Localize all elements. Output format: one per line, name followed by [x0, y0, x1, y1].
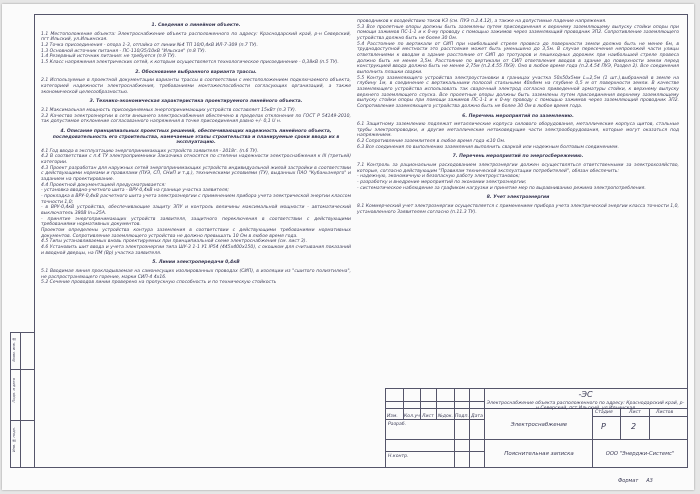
- paragraph: Проектом определены устройства контура заземления в соответствии с действующими требованиями нормативных документов. Сопротивление заземляющего устройства не должно превышать 10 Ом в любое время года.: [41, 228, 351, 239]
- paragraph: - принятие энергопринимающих устройств заявителя, защитного переключения в соответствии с действующими требованиями нормативных документов.: [41, 216, 351, 228]
- left-text-column: [41, 19, 351, 286]
- paragraph: 3.2 Качество электроэнергии в сети внешнего электроснабжения обеспечено в пределах отклонения по ГОСТ Р 54149-2010, так допустимое отклонение согласованного напряжения в точке присоединения равно +/- 0,1 U н.: [41, 113, 351, 125]
- paragraph: 2.1 Используемые в проектной документации варианты трассы в соответствии с местоположением подключаемого объекта, категорией надежности электроснабжения, требованиями монтажеспособности согласующих организаций, а также экономической целесообразностью.: [41, 78, 351, 95]
- role-developer: Разраб.: [388, 422, 407, 427]
- paragraph: 5.4 Расстояние по вертикали от СИП при наибольшей стреле провеса до поверхности земли должно быть не менее 6м, в труднодоступной местности это расстояние может быть уменьшено до 3,5м. В случае пересечения непроезжей части улицы ответвлениями к вводам в здание расстояние от СИП до тротуаров и пешеходных дорожек при наибольшей стреле провеса должно быть не менее 3,5м. Расстояние по вертикали от СИП ответвления вводов в здание до поверхности земли перед конструкцией ввода должно быть не менее 2,75м (п.2.4.55 ПУЭ). Оно в любое время года (п.2.4.54 ПУЭ, Раздел 2). Все соединения выполнить плашки сварки.: [357, 41, 679, 75]
- paragraph: - прокладка в ВРУ-0,4кВ расчетного шита учета электроэнергии с применением прибора учета электрической энергии классом точности 1,0;: [41, 194, 351, 205]
- paragraph: - в ВРУ-0,4кВ устройства, обеспечивающие защиту ЗПУ и контроль величины максимальной мощности - автоматический выключатель 380В In=25А.: [41, 205, 351, 217]
- paragraph: 4.2 В соответствии с п.4 ТУ электроприемники Заказчика относятся по степени надежности электроснабжения к III (третьей) категории.: [41, 154, 351, 166]
- stamp-label-replacement: Взам. инв. №: [12, 337, 16, 362]
- section-heading: 3. Технико-экономическая характеристика проектируемого линейного объекта.: [89, 99, 303, 105]
- paragraph: 4.6 Установить шит ввода и учета электроэнергии типа ШУ-3 1-1 У1 IP54 (445х400х150), с окошком для считывания показаний и вводной дверцы, на ПМ (Вр) участка заявителя.: [41, 244, 351, 256]
- stamp-cell-inventory: [11, 421, 34, 466]
- section-heading: 1. Сведения о линейном объекте.: [151, 23, 241, 28]
- paragraph: 8.1 Коммерческий учет электроэнергии осуществляется с применением прибора учета электрической энергии класса точности 1,0, установленного Заявителем согласно (п.11.3 ТУ).: [357, 204, 679, 215]
- section-heading: 2. Обоснование выбранного варианта трассы.: [135, 69, 257, 75]
- paragraph: - разработку и внедрение мероприятий по экономии электроэнергии;: [357, 180, 527, 186]
- paragraph: 5.5 Контур заземляющего устройства электроустановки в границах участка 50х50х5мм L=2,5м (1 шт.),выбранной в земле на глубину 1м, в соединение с вертикальными полосой стальными 40х4мм на глубине 0,5 м от поверхности земли. В качестве заземляющего устройства использовать так сварочный электрод согласно приведенной арматуры стойки, к верхнему выпуску верхнего заземляющего спуска. Все пролетные опоры должны быть заземлены путем присоединения верхнему заземляющему выпуску стойки опоры при помощи зажимов ПС-1-1 и к 0-му проводу с помощью зажимов через заземляющий проводник ЗП2. Сопротивление заземляющего устройства должно быть не более 30 Ом в любое время года.: [357, 75, 679, 109]
- section-heading: 8. Учет электроэнергии: [486, 195, 550, 201]
- company-name: ООО "Энерджи-Системс": [605, 451, 675, 457]
- paragraph: 5.2 Сечение проводов линии проверено на пропускную способность и по техническую стойкость: [41, 280, 277, 286]
- paragraph: 6.2 Сопротивление заземлителя в любое время года ≤10 Ом.: [357, 139, 506, 145]
- object-name: Электроснабжение объекта расположенного по адресу: Краснодарский край, р-н Северский, пгт.Ильский, ул.Ильинская: [486, 401, 685, 412]
- right-text-column: [357, 19, 679, 215]
- header-docnum: №док.: [438, 414, 453, 419]
- paragraph: 1.2 Точка присоединения - опора 1-3, отпайка от линии №4 ТП 10/0,4кВ ИЛ-7-309 (п.7 ТУ).: [41, 42, 259, 48]
- paragraph: 3.1 Максимальная мощность присоединяемых энергопринимающих устройств составляет 15кВт (п.3 ТУ).: [41, 107, 297, 113]
- stamp-label-signature: Подп. и дата: [12, 378, 16, 403]
- format-label-text: Формат: [618, 478, 639, 484]
- sheet-value: 2: [631, 422, 637, 431]
- document-title: Пояснительная записка: [504, 451, 574, 457]
- title-block: [385, 388, 688, 468]
- section-heading: 5. Линии электропередачи 0,4кВ: [152, 260, 240, 266]
- paragraph: 4.3 Проект разработан для наружных сетей энергопринимающих устройств индивидуальной жилой застройки в соответствии с действующими нормами и правилами (ПУЭ, СП, СНиП и т.д.), техническими условиями (ТУ), выданных ПАО "Кубаньэнерго" и заданием на проектирование.: [41, 165, 351, 183]
- drawing-sheet: [2, 4, 694, 490]
- role-normcontrol: Н.контр.: [388, 454, 409, 459]
- header-count: Кол.уч: [404, 414, 420, 419]
- stamp-cell-signature: [11, 370, 34, 421]
- format-label: [618, 478, 653, 484]
- paragraph: 1.5 Класс напряжения электрических сетей, к которым осуществляется технологическое присоединение - 0,38кВ (п.5 ТУ).: [41, 59, 339, 65]
- paragraph: 5.1 Вводимая линия прокладываемая на самонесущих изолированных проводах (СИП), в изоляции из "сшитого полиэтилена", не распространяющего горение, марки СИП-4 4х16.: [41, 268, 351, 280]
- sheets-label: Листов: [656, 410, 674, 415]
- stage-label: Стадия: [595, 410, 613, 415]
- stamp-cell-replacement: [11, 333, 34, 370]
- paragraph: - систематическое наблюдение за графиком нагрузки и принятие мер по выравниванию режима электропотребления.: [357, 185, 646, 191]
- paragraph: 5.3 Все пролетные опоры должны быть заземлены путем присоединения к верхнему заземляющему выпуску стойки опоры при помощи зажимов ПС-1-1 и к 0-му проводу с помощью зажимов через заземляющий проводник ЗП2. Сопротивление заземляющего устройства должно быть не более 30 Ом.: [357, 24, 679, 41]
- margin-stamp: [10, 332, 34, 468]
- paragraph: 4.4 Проектной документацией предусматривается:: [41, 182, 166, 188]
- paragraph: - надежную, экономичную и безопасную работу электроустановок;: [357, 174, 520, 180]
- paragraph: 6.1 Защитному заземлению подлежат металлические корпуса силового оборудования, металлические корпуса щитов, стальные трубы электропроводки, и другие металлические нетоковедущие части электрооборудования, которые могут оказаться под напряжением.: [357, 122, 679, 139]
- sheet-label: Лист: [629, 410, 641, 415]
- paragraph: 1.4 Резервный источник питания: не требуется (п.9 ТУ).: [41, 54, 177, 60]
- stage-value: Р: [601, 422, 606, 431]
- paragraph: 1.1 Местоположение объекта: Электроснабжение объекта расположенного по адресу: Краснодарский край, р-н Северский, пгт Ильский, ул.Ильинская.: [41, 31, 351, 43]
- format-value: А3: [646, 478, 653, 484]
- header-date: Дата: [471, 414, 483, 419]
- paragraph: - установка вводно-учетного шита - ВРУ-0,4кВ на границе участка заявителя;: [41, 188, 229, 194]
- paragraph: 1.3 Основной источник питания - ПС-110/35/10кВ "Ильская" (п.8 ТУ).: [41, 48, 207, 54]
- section-heading: 4. Описание принципиальных проектных решений, обеспечивающих надежность линейного объекта, последовательность его строительства, намечаемые этапы строительства и планируемые сроки ввода их в эксплуатацию.: [52, 128, 340, 146]
- section-heading: 7. Перечень мероприятий по энергосбережению.: [452, 154, 584, 160]
- header-sign: Подп.: [455, 414, 469, 419]
- document-cipher: -ЭС: [578, 390, 593, 399]
- paragraph: 6.3 Все соединения по выполнению заземления выполнить сваркой или надежным болтовым соединением.: [357, 144, 619, 150]
- header-change: Изм.: [387, 414, 398, 419]
- header-sheet: Лист: [422, 414, 434, 419]
- paragraph: проводников к воздействию токов КЗ (см. ПУЭ п.2.4.12), а также на допустимые падение напряжения.: [357, 19, 607, 24]
- paragraph: 4.5 Типы устанавливаемых вновь проектируемых при принципиальной схеме электроснабжения (см. лист 3).: [41, 239, 308, 245]
- paragraph: 4.1 Год ввода в эксплуатацию энергопринимающих устройств заявителя - 2018г. (п.6 ТУ).: [41, 148, 259, 154]
- section-title: Электроснабжение: [510, 422, 568, 428]
- paragraph: 7.1 Контроль за рациональным расходованием электроэнергии должен осуществляться ответственными за электрохозяйство, которые, согласно действующим "Правилам технической эксплуатации потребителей", обязан обеспечить:: [357, 163, 679, 174]
- stamp-label-inventory: Инв. № подл.: [12, 427, 16, 453]
- section-heading: 6. Перечень мероприятий по заземлению.: [462, 113, 574, 119]
